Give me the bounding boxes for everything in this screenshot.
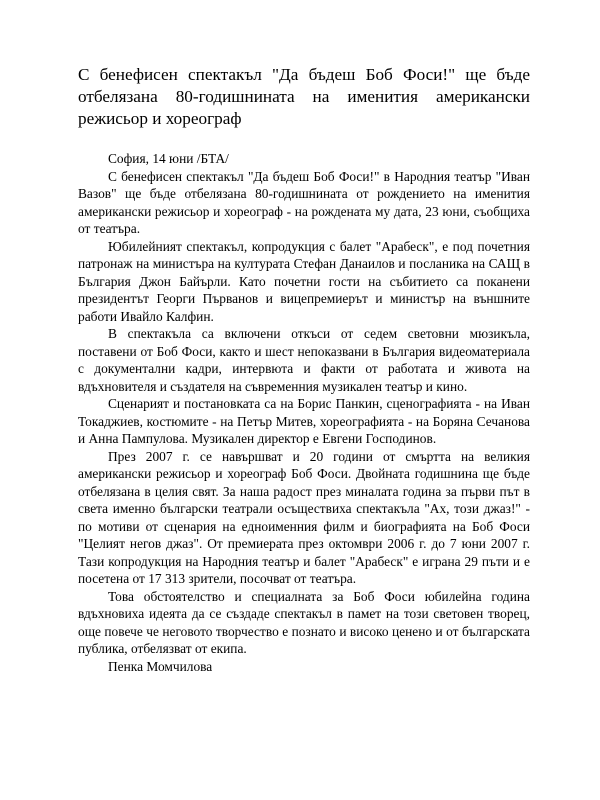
paragraph: С бенефисен спектакъл "Да бъдеш Боб Фоси!" в Народния театър "Иван Вазов" ще бъде отбелязана 80-годишнината от рождението на именития американски режисьор и хореограф - на рождената му дата, 23 юни, съобщиха от театъра. [78, 168, 530, 236]
paragraph: През 2007 г. се навършват и 20 години от смъртта на великия американски режисьор и хореограф Боб Фоси. Двойната годишнина ще бъде отбелязана в целия свят. За наша радост през миналата година за първи път в света именно български театрали осъществиха спектакъла "Ах, този джаз!" - по мотиви от сценария на едноименния филм и биографията на Боб Фоси "Целият негов джаз". От премиерата през октомври 2006 г. до 7 юни 2007 г. Тази копродукция на Народния театър и балет "Арабеск" е играна 29 пъти и е посетена от 17 313 зрители, посочват от театъра. [78, 448, 530, 586]
dateline: София, 14 юни /БТА/ [108, 151, 229, 166]
paragraph: Това обстоятелство и специалната за Боб Фоси юбилейна година вдъхновиха идеята да се създаде спектакъл в памет на този световен творец, още повече че неговото творчество е познато и високо ценено и от българската публика, отбелязват от екипа. [78, 588, 530, 656]
paragraph: В спектакъла са включени откъси от седем световни мюзикъла, поставени от Боб Фоси, както и шест непоказвани в България видеоматериала с документални кадри, интервюта и факти от работата и живота на вдъхновителя и създателя на съвременния музикален театър и кино. [78, 326, 530, 394]
article-body [78, 150, 530, 675]
headline: С бенефисен спектакъл "Да бъдеш Боб Фоси!" ще бъде отбелязана 80-годишнината на именития американски режисьор и хореограф [78, 65, 530, 128]
paragraph: Сценарият и постановката са на Борис Панкин, сценографията - на Иван Токаджиев, костюмите - на Петър Митев, хореографията - на Боряна Сечанова и Анна Пампулова. Музикален директор е Евгени Господинов. [78, 396, 530, 446]
paragraph: Юбилейният спектакъл, копродукция с балет "Арабеск", е под почетния патронаж на министъра на културата Стефан Данаилов и посланика на САЩ в България Джон Байърли. Като почетни гости на събитието са поканени президентът Георги Първанов и вицепремиерът и министър на външните работи Ивайло Калфин. [78, 238, 530, 324]
author-signature: Пенка Момчилова [108, 658, 213, 674]
